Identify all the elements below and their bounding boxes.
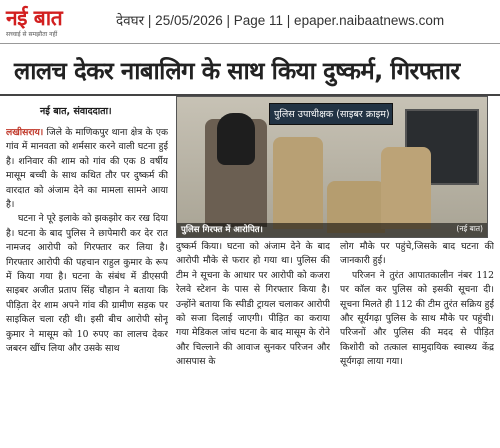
- article-headline: लालच देकर नाबालिग के साथ किया दुष्कर्म, गिरफ्तार: [14, 57, 460, 85]
- logo-tagline: सच्चाई से समझौता नहीं: [6, 31, 58, 38]
- accused-head-cover: [217, 113, 255, 165]
- newspaper-logo[interactable]: [4, 6, 114, 40]
- office-sign: [269, 103, 393, 125]
- paragraph: [6, 126, 168, 212]
- paragraph-text: जिले के माणिकपुर थाना क्षेत्र के एक गांव में मानवता को शर्मसार करने वाली घटना हुई है। शनिवार की शाम को गांव की एक 8 वर्षीय मासूम बच्ची के साथ कथित तौर पर दुष्कर्म की वारदात को अंजाम देने का मामला सामने आया है।: [6, 127, 168, 211]
- paragraph: लोग मौके पर पहुंचे,जिसके बाद घटना की जानकारी हुई।: [340, 241, 494, 267]
- article-column-2: [176, 240, 330, 448]
- byline: नई बात, संवाददाता।: [40, 106, 112, 117]
- article-column-1: [6, 126, 168, 448]
- dateline: लखीसराय।: [6, 127, 44, 138]
- paragraph: घटना ने पूरे इलाके को झकझोर कर रख दिया है। घटना के बाद पुलिस ने छापेमारी कर देर रात नामजद आरोपी को गिरफ्तार कर लिया है। गिरफ्तार आरोपी की पहचान राहुल कुमार के रूप में किया गया है। घटना के संबंध में डीएसपी साइबर अजीत प्रताप सिंह चौहान ने बताया कि पीड़िता देर शाम अपने गांव की ग्रामीण सड़क पर साइकिल चला रही थी। इसी बीच आरोपी सोनू कुमार ने मासूम को 10 रुपए का लालच देकर जबरन खींच लिया और उसके साथ: [6, 213, 168, 355]
- sign-text: पुलिस उपाधीक्षक (साइबर क्राइम): [274, 109, 390, 120]
- masthead: [0, 0, 500, 44]
- paragraph: परिजन ने तुरंत आपातकालीन नंबर 112 पर कॉल कर पुलिस को इसकी सूचना दी। सूचना मिलते ही 112 की टीम तुरंत सक्रिय हुई और सूर्यगढ़ा पुलिस के साथ मौके पर पहुंची। परिजनों और पुलिस की मदद से पीड़ित किशोरी को तत्काल सामुदायिक स्वास्थ्य केंद्र सूर्यगढ़ा लाया गया।: [340, 269, 494, 368]
- photo-credit: (नई बात): [456, 224, 483, 233]
- headline-block: [0, 52, 500, 96]
- logo-text: नई बात: [6, 6, 63, 30]
- article-column-3: [340, 240, 494, 448]
- police-officer-figure: [381, 147, 431, 229]
- edition-info: देवघर | 25/05/2026 | Page 11 | epaper.naibaatnews.com: [116, 13, 445, 28]
- photo-caption: पुलिस गिरफ्त में आरोपित।: [181, 225, 263, 235]
- photo-caption-bar: [177, 223, 488, 237]
- police-officer-figure: [273, 137, 323, 229]
- paragraph: दुष्कर्म किया। घटना को अंजाम देने के बाद आरोपी मौके से फरार हो गया था। पुलिस की टीम ने सूचना के आधार पर आरोपी को कजरा रेलवे स्टेशन के पास से गिरफ्तार किया है। उन्होंने बताया कि स्पीडी ट्रायल चलाकर आरोपी को सजा दिलाई जाएगी। पीड़ित का कराया गया मेडिकल जांच घटना के बाद मासूम के रोने और चिल्लाने की आवाज सुनकर परिजन और आसपास के: [176, 241, 330, 368]
- article-photo[interactable]: [176, 96, 488, 238]
